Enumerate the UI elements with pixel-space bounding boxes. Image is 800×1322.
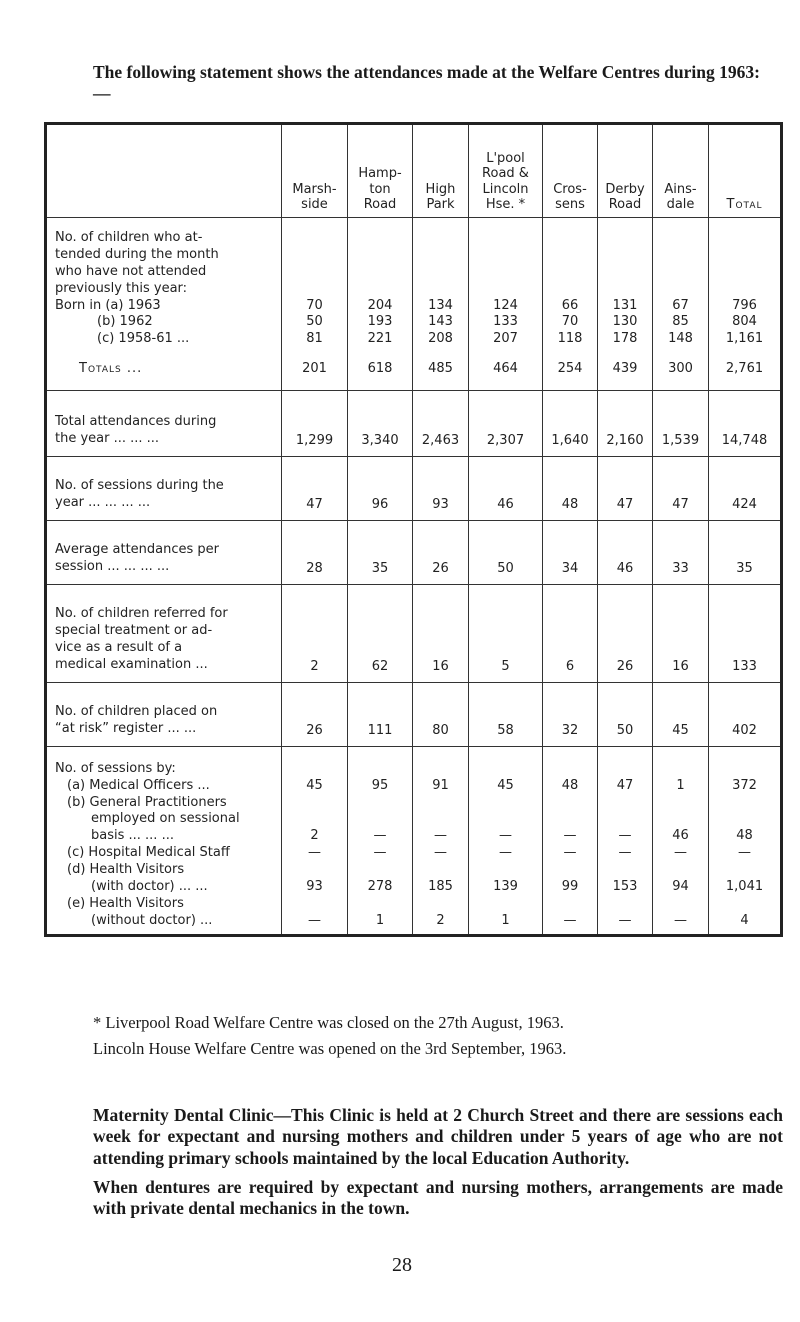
cell: 67 85 148 bbox=[653, 218, 709, 349]
cell: 618 bbox=[348, 348, 413, 390]
cell: 50 bbox=[598, 682, 653, 746]
col-header: Marsh- side bbox=[282, 124, 348, 218]
cell: 2,307 bbox=[469, 390, 543, 456]
cell: 26 bbox=[282, 682, 348, 746]
dental-clinic-paragraph bbox=[93, 1105, 783, 1169]
cell: 14,748 bbox=[709, 390, 782, 456]
cell: 439 bbox=[598, 348, 653, 390]
row-label: Total attendances during the year ... ... ... bbox=[46, 390, 282, 456]
cell: 3,340 bbox=[348, 390, 413, 456]
cell: 111 bbox=[348, 682, 413, 746]
cell: 201 bbox=[282, 348, 348, 390]
cell: 46 bbox=[598, 520, 653, 584]
cell: 48 bbox=[543, 456, 598, 520]
cell: 48 — — 99 — bbox=[543, 746, 598, 935]
footnote-closed: * Liverpool Road Welfare Centre was closed on the 27th August, 1963. bbox=[93, 1013, 564, 1032]
cell: 70 50 81 bbox=[282, 218, 348, 349]
cell: 45 2 — 93 — bbox=[282, 746, 348, 935]
cell: 47 bbox=[282, 456, 348, 520]
corner-cell bbox=[46, 124, 282, 218]
cell: 95 — — 278 1 bbox=[348, 746, 413, 935]
row-label: No. of children placed on “at risk” register ... ... bbox=[46, 682, 282, 746]
cell: 35 bbox=[709, 520, 782, 584]
cell: 32 bbox=[543, 682, 598, 746]
cell: 47 — — 153 — bbox=[598, 746, 653, 935]
col-header-total: Total bbox=[709, 124, 782, 218]
cell: 80 bbox=[413, 682, 469, 746]
table-row-referred bbox=[46, 584, 782, 682]
header-row bbox=[46, 124, 782, 218]
cell: 2,160 bbox=[598, 390, 653, 456]
cell: 66 70 118 bbox=[543, 218, 598, 349]
cell: 424 bbox=[709, 456, 782, 520]
footnotes bbox=[93, 1010, 783, 1061]
cell: 28 bbox=[282, 520, 348, 584]
row-label: No. of children who at- tended during the month who have not attended previously this year: Born in (a) 1963 (b) 1962 (c) 1958-61 ... bbox=[46, 218, 282, 349]
cell: 5 bbox=[469, 584, 543, 682]
cell: 2 bbox=[282, 584, 348, 682]
table-row-sessions-by bbox=[46, 746, 782, 935]
dentures-paragraph: When dentures are required by expectant and nursing mothers, arrangements are made with private dental mechanics in the town. bbox=[93, 1177, 783, 1219]
cell: 47 bbox=[653, 456, 709, 520]
cell: 58 bbox=[469, 682, 543, 746]
cell: 46 bbox=[469, 456, 543, 520]
col-header: Cros- sens bbox=[543, 124, 598, 218]
cell: 6 bbox=[543, 584, 598, 682]
body-text bbox=[93, 1105, 783, 1228]
cell: 93 bbox=[413, 456, 469, 520]
cell: 1,539 bbox=[653, 390, 709, 456]
dental-clinic-title: Maternity Dental Clinic bbox=[93, 1105, 274, 1125]
col-header: Hamp- ton Road bbox=[348, 124, 413, 218]
row-label: No. of children referred for special treatment or ad- vice as a result of a medical examination ... bbox=[46, 584, 282, 682]
col-header: High Park bbox=[413, 124, 469, 218]
col-header: Ains- dale bbox=[653, 124, 709, 218]
cell: 2,463 bbox=[413, 390, 469, 456]
cell: 96 bbox=[348, 456, 413, 520]
cell: 133 bbox=[709, 584, 782, 682]
footnote-opened: Lincoln House Welfare Centre was opened on the 3rd September, 1963. bbox=[93, 1038, 567, 1058]
cell: 254 bbox=[543, 348, 598, 390]
row-label: Average attendances per session ... ... ... ... bbox=[46, 520, 282, 584]
cell: 62 bbox=[348, 584, 413, 682]
row-label: Totals ... bbox=[46, 348, 282, 390]
cell: 1 46 — 94 — bbox=[653, 746, 709, 935]
table-row-at-risk bbox=[46, 682, 782, 746]
table-row-children-first bbox=[46, 218, 782, 349]
cell: 26 bbox=[598, 584, 653, 682]
cell: 50 bbox=[469, 520, 543, 584]
cell: 796 804 1,161 bbox=[709, 218, 782, 349]
page-number: 28 bbox=[392, 1254, 412, 1276]
cell: 91 — — 185 2 bbox=[413, 746, 469, 935]
col-header: L'pool Road & Lincoln Hse. * bbox=[469, 124, 543, 218]
dental-clinic-text: —This Clinic is held at 2 Church Street and there are sessions each week for expectant and nursing mothers and children under 5 years of age who are not attending primary schools maintained by the local Education Authority. bbox=[93, 1105, 783, 1168]
cell: 1,640 bbox=[543, 390, 598, 456]
table-row-totals bbox=[46, 348, 782, 390]
cell: 485 bbox=[413, 348, 469, 390]
cell: 1,299 bbox=[282, 390, 348, 456]
cell: 34 bbox=[543, 520, 598, 584]
cell: 124 133 207 bbox=[469, 218, 543, 349]
cell: 134 143 208 bbox=[413, 218, 469, 349]
intro-text: The following statement shows the attendances made at the Welfare Centres during 1963:— bbox=[93, 62, 760, 103]
cell: 464 bbox=[469, 348, 543, 390]
col-header: Derby Road bbox=[598, 124, 653, 218]
cell: 131 130 178 bbox=[598, 218, 653, 349]
cell: 45 — — 139 1 bbox=[469, 746, 543, 935]
cell: 26 bbox=[413, 520, 469, 584]
cell: 372 48 — 1,041 4 bbox=[709, 746, 782, 935]
cell: 47 bbox=[598, 456, 653, 520]
cell: 33 bbox=[653, 520, 709, 584]
cell: 35 bbox=[348, 520, 413, 584]
table-row-sessions bbox=[46, 456, 782, 520]
cell: 16 bbox=[413, 584, 469, 682]
cell: 300 bbox=[653, 348, 709, 390]
attendance-table bbox=[44, 122, 783, 937]
cell: 402 bbox=[709, 682, 782, 746]
cell: 45 bbox=[653, 682, 709, 746]
row-label: No. of sessions during the year ... ... ... ... bbox=[46, 456, 282, 520]
cell: 2,761 bbox=[709, 348, 782, 390]
cell: 204 193 221 bbox=[348, 218, 413, 349]
row-label: No. of sessions by: (a) Medical Officers ... (b) General Practitioners employed on sessional basis ... ... ... (c) Hospital Medical Staff (d) Health Visitors (with doctor) ... ... (e) Health Visitors (without doctor) ... bbox=[46, 746, 282, 935]
table-row-average bbox=[46, 520, 782, 584]
table-row-total-attendances bbox=[46, 390, 782, 456]
cell: 16 bbox=[653, 584, 709, 682]
